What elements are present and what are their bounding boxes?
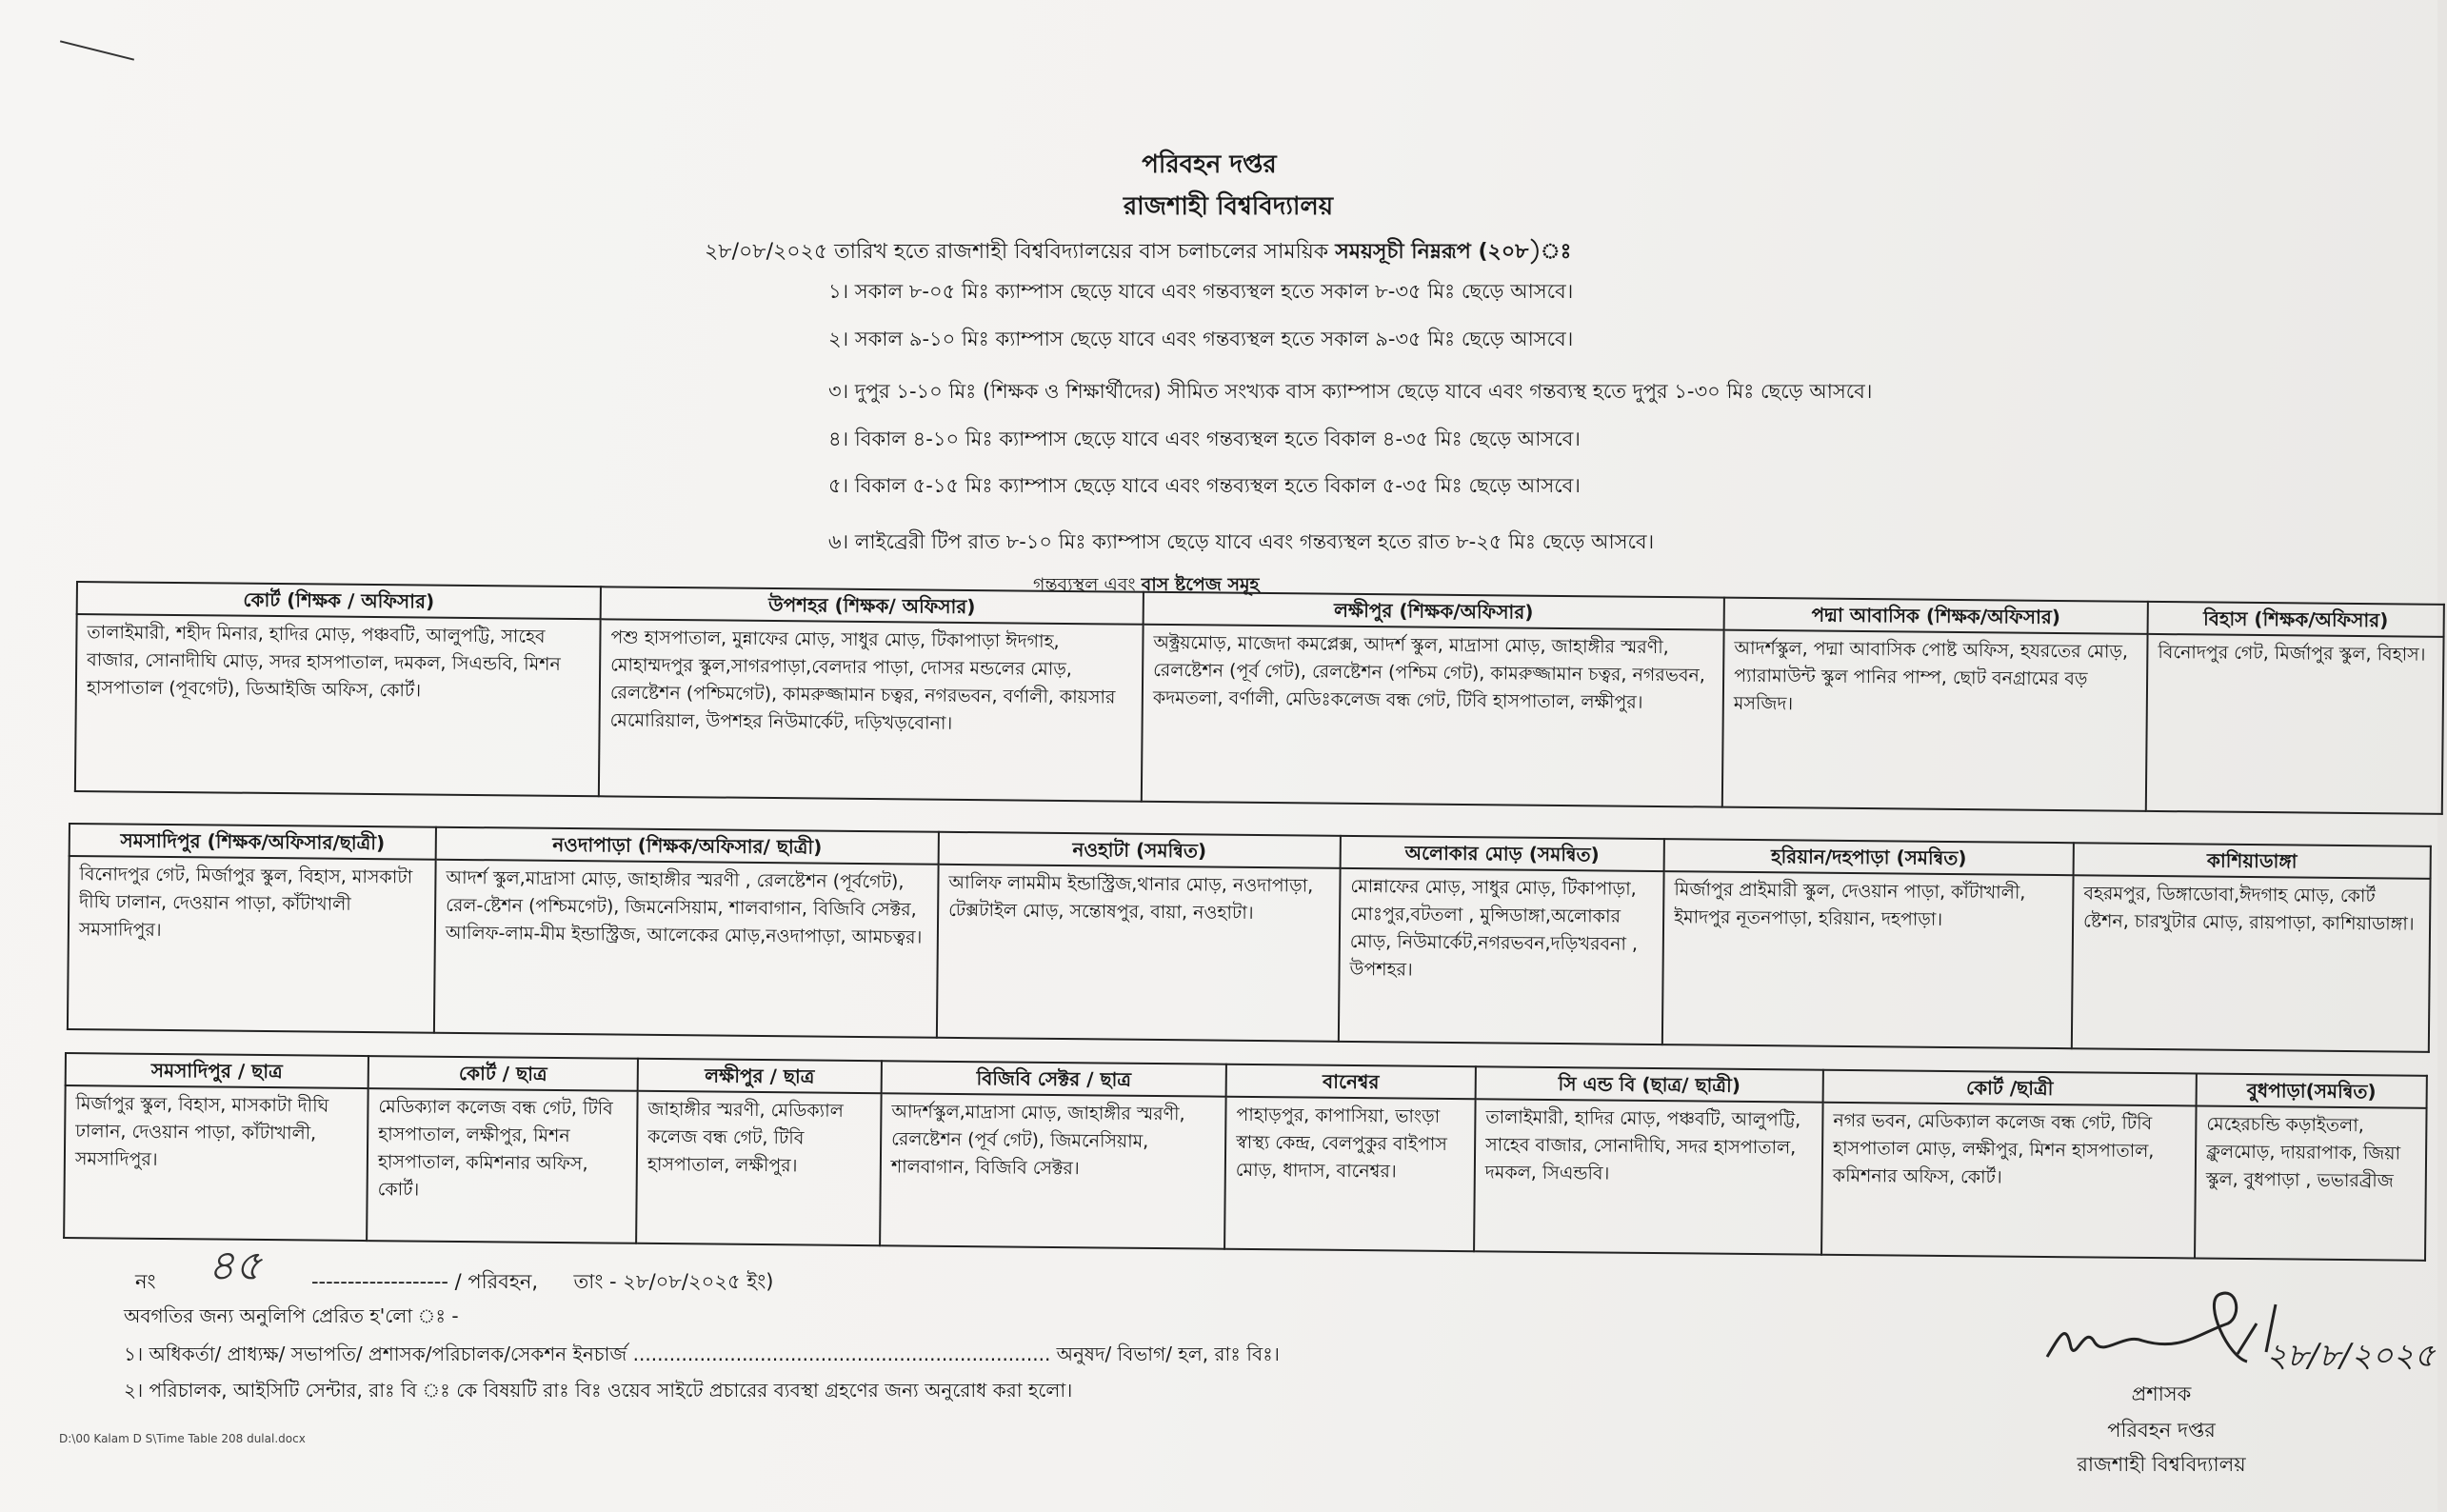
route-table-1 bbox=[74, 581, 2445, 815]
intro-prefix: ২৮/০৮/২০২৫ তারিখ হতে রাজশাহী বিশ্ববিদ্যালয়ের বাস চলাচলের সাময়িক bbox=[705, 240, 1336, 264]
route-stops: আদর্শস্কুল, পদ্মা আবাসিক পোষ্ট অফিস, হযরতের মোড়, প্যারামাউন্ট স্কুল পানির পাম্প, ছোট বনগ্রামের বড় মসজিদ। bbox=[1722, 630, 2148, 811]
route-header: কোর্ট / ছাত্র bbox=[368, 1056, 638, 1091]
route-stops: মির্জাপুর প্রাইমারী স্কুল, দেওয়ান পাড়া, কাঁটাখালী, ইমাদপুর নূতনপাড়া, হরিয়ান, দহপাড়া। bbox=[1662, 871, 2074, 1048]
signatory-university: রাজশাহী বিশ্ববিদ্যালয় bbox=[2077, 1453, 2246, 1476]
memo-date: তাং - ২৮/০৮/২০২৫ ইং) bbox=[573, 1270, 774, 1293]
route-stops: আদর্শ স্কুল,মাদ্রাসা মোড়, জাহাঙ্গীর স্মরণী , রেলষ্টেশন (পূর্বগেট), রেল-ষ্টেশন (পশ্চিমগেট), জিমনেসিয়াম, শালবাগান, বিজিবি সেক্টর, আলিফ-লাম-মীম ইন্ডাস্ট্রিজ, আলেকের মোড়,নওদাপাড়া, আমচত্বর। bbox=[434, 860, 939, 1038]
route-header: লক্ষীপুর / ছাত্র bbox=[638, 1059, 882, 1094]
office-title: পরিবহন দপ্তর bbox=[1142, 150, 1277, 179]
caption-prefix: গন্তব্যস্থল এবং bbox=[1033, 574, 1142, 595]
memo-number-handwritten: ৪৫ bbox=[208, 1242, 263, 1290]
route-stops: আলিফ লামমীম ইন্ডাস্ট্রিজ,থানার মোড়, নওদাপাড়া, টেক্সটাইল মোড়, সন্তোষপুর, বায়া, নওহাটা। bbox=[937, 865, 1341, 1042]
memo-prefix: নং bbox=[135, 1270, 156, 1293]
cc-item-1: ১। অধিকর্তা/ প্রাধ্যক্ষ/ সভাপতি/ প্রশাসক/পরিচালক/সেকশন ইনচার্জ ..................................................................... অনুষদ/ বিভাগ/ হল, রাঃ বিঃ। bbox=[124, 1343, 1280, 1365]
route-header: নওহাটা (সমন্বিত) bbox=[939, 832, 1341, 868]
route-stops: তালাইমারী, হাদির মোড়, পঞ্চবটি, আলুপট্টি, সাহেব বাজার, সোনাদীঘি, সদর হাসপাতাল, দমকল, সিএন্ডবি। bbox=[1474, 1100, 1823, 1255]
pen-mark bbox=[60, 40, 134, 60]
signature-image bbox=[2038, 1266, 2436, 1390]
route-header: বানেশ্বর bbox=[1226, 1064, 1476, 1100]
route-header: কোর্ট /ছাত্রী bbox=[1823, 1070, 2197, 1106]
schedule-item-1: ১। সকাল ৮-০৫ মিঃ ক্যাম্পাস ছেড়ে যাবে এবং গন্তব্যস্থল হতে সকাল ৮-৩৫ মিঃ ছেড়ে আসবে। bbox=[828, 280, 1574, 303]
route-stops: বহরমপুর, ডিঙ্গাডোবা,ঈদগাহ মোড়, কোর্ট ষ্টেশন, চারখুটার মোড়, রায়পাড়া, কাশিয়াডাঙ্গা। bbox=[2072, 876, 2431, 1053]
intro-line bbox=[705, 235, 1571, 270]
route-header: উপশহর (শিক্ষক/ অফিসার) bbox=[601, 587, 1144, 625]
file-path: D:\00 Kalam D S\Time Table 208 dulal.docx bbox=[59, 1432, 306, 1445]
route-header: কোর্ট (শিক্ষক / অফিসার) bbox=[77, 582, 601, 620]
route-header: কাশিয়াডাঙ্গা bbox=[2074, 843, 2431, 879]
route-stops: নগর ভবন, মেডিক্যাল কলেজ বন্ধ গেট, টিবি হাসপাতাল মোড়, লক্ষীপুর, মিশন হাসপাতাল, কমিশনার অফিস, কোর্ট। bbox=[1821, 1103, 2197, 1259]
university-title: রাজশাহী বিশ্ববিদ্যালয় bbox=[1123, 192, 1334, 221]
route-header: পদ্মা আবাসিক (শিক্ষক/অফিসার) bbox=[1724, 598, 2148, 635]
signature-date: ২৮/৮/২০২৫ bbox=[2266, 1337, 2436, 1375]
route-header: হরিয়ান/দহপাড়া (সমন্বিত) bbox=[1664, 839, 2074, 876]
schedule-item-4: ৪। বিকাল ৪-১০ মিঃ ক্যাম্পাস ছেড়ে যাবে এবং গন্তব্যস্থল হতে বিকাল ৪-৩৫ মিঃ ছেড়ে আসবে। bbox=[828, 428, 1581, 450]
route-header: নওদাপাড়া (শিক্ষক/অফিসার/ ছাত্রী) bbox=[436, 827, 939, 865]
route-table-3 bbox=[63, 1052, 2428, 1262]
cc-item-2: ২। পরিচালক, আইসিটি সেন্টার, রাঃ বি ঃ কে বিষয়টি রাঃ বিঃ ওয়েব সাইটে প্রচারের ব্যবস্থা গ্রহণের জন্য অনুরোধ করা হলো। bbox=[124, 1379, 1073, 1402]
schedule-item-3: ৩। দুপুর ১-১০ মিঃ (শিক্ষক ও শিক্ষার্থীদের) সীমিত সংখ্যক বাস ক্যাম্পাস ছেড়ে যাবে এবং গন্তব্যস্থ হতে দুপুর ১-৩০ মিঃ ছেড়ে আসবে। bbox=[828, 380, 1873, 403]
route-stops: মোন্নাফের মোড়, সাধুর মোড়, টিকাপাড়া, মোঃপুর,বটতলা , মুন্সিডাঙ্গা,অলোকার মোড়, নিউমার্কেট,নগরভবন,দড়িখরবনা , উপশহর। bbox=[1339, 868, 1664, 1044]
signatory-title: প্রশাসক bbox=[2131, 1383, 2192, 1405]
route-stops: মেডিক্যাল কলেজ বন্ধ গেট, টিবি হাসপাতাল, লক্ষীপুর, মিশন হাসপাতাল, কমিশনার অফিস, কোর্ট। bbox=[367, 1088, 638, 1243]
route-table-2 bbox=[67, 823, 2432, 1053]
memo-dept: ------------------- / পরিবহন, bbox=[310, 1270, 539, 1293]
route-stops: পশু হাসপাতাল, মুন্নাফের মোড়, সাধুর মোড়, টিকাপাড়া ঈদগাহ, মোহাম্মদপুর স্কুল,সাগরপাড়া,বেলদার পাড়া, দোসর মন্ডলের মোড়, রেলষ্টেশন (পশ্চিমগেট), কামরুজ্জামান চত্বর, নগরভবন, বর্ণালী, কায়সার মেমোরিয়াল, উপশহর নিউমার্কেট, দড়িখড়বোনা। bbox=[599, 620, 1144, 802]
route-stops: মেহেরচন্ডি কড়াইতলা, ক্লুলমোড়, দায়রাপাক, জিয়া স্কুল, বুধপাড়া , ভভারব্রীজ bbox=[2195, 1106, 2427, 1261]
intro-bold: সময়সূচী নিম্নরূপ (২০৮)ঃ bbox=[1335, 240, 1572, 264]
caption-bold: বাস ষ্টপেজ সমূহ bbox=[1141, 574, 1260, 595]
route-stops: অক্ট্রয়মোড়, মাজেদা কমপ্লেক্স, আদর্শ স্কুল, মাদ্রাসা মোড়, জাহাঙ্গীর স্মরণী, রেলষ্টেশন (পূর্ব গেট), রেলষ্টেশন (পশ্চিম গেট), কামরুজ্জামান চত্বর, নগরভবন, কদমতলা, বর্ণালী, মেডিঃকলেজ বন্ধ গেট, টিবি হাসপাতাল, লক্ষীপুর। bbox=[1142, 625, 1724, 807]
route-stops: তালাইমারী, শহীদ মিনার, হাদির মোড়, পঞ্চবটি, আলুপট্টি, সাহেব বাজার, সোনাদীঘি মোড়, সদর হাসপাতাল, দমকল, সিএন্ডবি, মিশন হাসপাতাল (পূবগেট), ডিআইজি অফিস, কোর্ট। bbox=[75, 614, 601, 796]
route-stops: বিনোদপুর গেট, মির্জাপুর স্কুল, বিহাস। bbox=[2146, 634, 2444, 814]
route-header: সমসাদিপুর / ছাত্র bbox=[66, 1053, 368, 1088]
route-header: সি এন্ড বি (ছাত্র/ ছাত্রী) bbox=[1476, 1066, 1823, 1103]
route-header: সমসাদিপুর (শিক্ষক/অফিসার/ছাত্রী) bbox=[70, 824, 436, 860]
route-stops: আদর্শস্কুল,মাদ্রাসা মোড়, জাহাঙ্গীর স্মরণী, রেলষ্টেশন (পূর্ব গেট), জিমনেসিয়াম, শালবাগান, বিজিবি সেক্টর। bbox=[880, 1094, 1226, 1249]
route-stops: বিনোদপুর গেট, মির্জাপুর স্কুল, বিহাস, মাসকাটা দীঘি ঢালান, দেওয়ান পাড়া, কাঁটাখালী সমসাদিপুর। bbox=[68, 856, 436, 1033]
route-header: বিহাস (শিক্ষক/অফিসার) bbox=[2148, 602, 2444, 637]
route-stops: জাহাঙ্গীর স্মরণী, মেডিক্যাল কলেজ বন্ধ গেট, টিবি হাসপাতাল, লক্ষীপুর। bbox=[636, 1091, 882, 1245]
signatory-office: পরিবহন দপ্তর bbox=[2107, 1419, 2216, 1442]
route-header: বুধপাড়া(সমন্বিত) bbox=[2197, 1073, 2427, 1108]
route-header: অলোকার মোড় (সমন্বিত) bbox=[1341, 836, 1664, 872]
schedule-item-5: ৫। বিকাল ৫-১৫ মিঃ ক্যাম্পাস ছেড়ে যাবে এবং গন্তব্যস্থল হতে বিকাল ৫-৩৫ মিঃ ছেড়ে আসবে। bbox=[828, 474, 1581, 497]
route-header: লক্ষীপুর (শিক্ষক/অফিসার) bbox=[1144, 592, 1724, 630]
route-stops: মির্জাপুর স্কুল, বিহাস, মাসকাটা দীঘি ঢালান, দেওয়ান পাড়া, কাঁটাখালী, সমসাদিপুর। bbox=[64, 1085, 368, 1241]
route-stops: পাহাড়পুর, কাপাসিয়া, ভাংড়া স্বাস্থ্য কেন্দ্র, বেলপুকুর বাইপাস মোড়, ধাদাস, বানেশ্বর। bbox=[1224, 1097, 1476, 1252]
schedule-item-6: ৬। লাইব্রেরী টিপ রাত ৮-১০ মিঃ ক্যাম্পাস ছেড়ে যাবে এবং গন্তব্যস্থল হতে রাত ৮-২৫ মিঃ ছেড়ে আসবে। bbox=[828, 530, 1655, 553]
route-header: বিজিবি সেক্টর / ছাত্র bbox=[882, 1061, 1226, 1097]
copy-note: অবগতির জন্য অনুলিপি প্রেরিত হ'লো ঃ - bbox=[124, 1304, 459, 1327]
schedule-item-2: ২। সকাল ৯-১০ মিঃ ক্যাম্পাস ছেড়ে যাবে এবং গন্তব্যস্থল হতে সকাল ৯-৩৫ মিঃ ছেড়ে আসবে। bbox=[828, 328, 1574, 350]
